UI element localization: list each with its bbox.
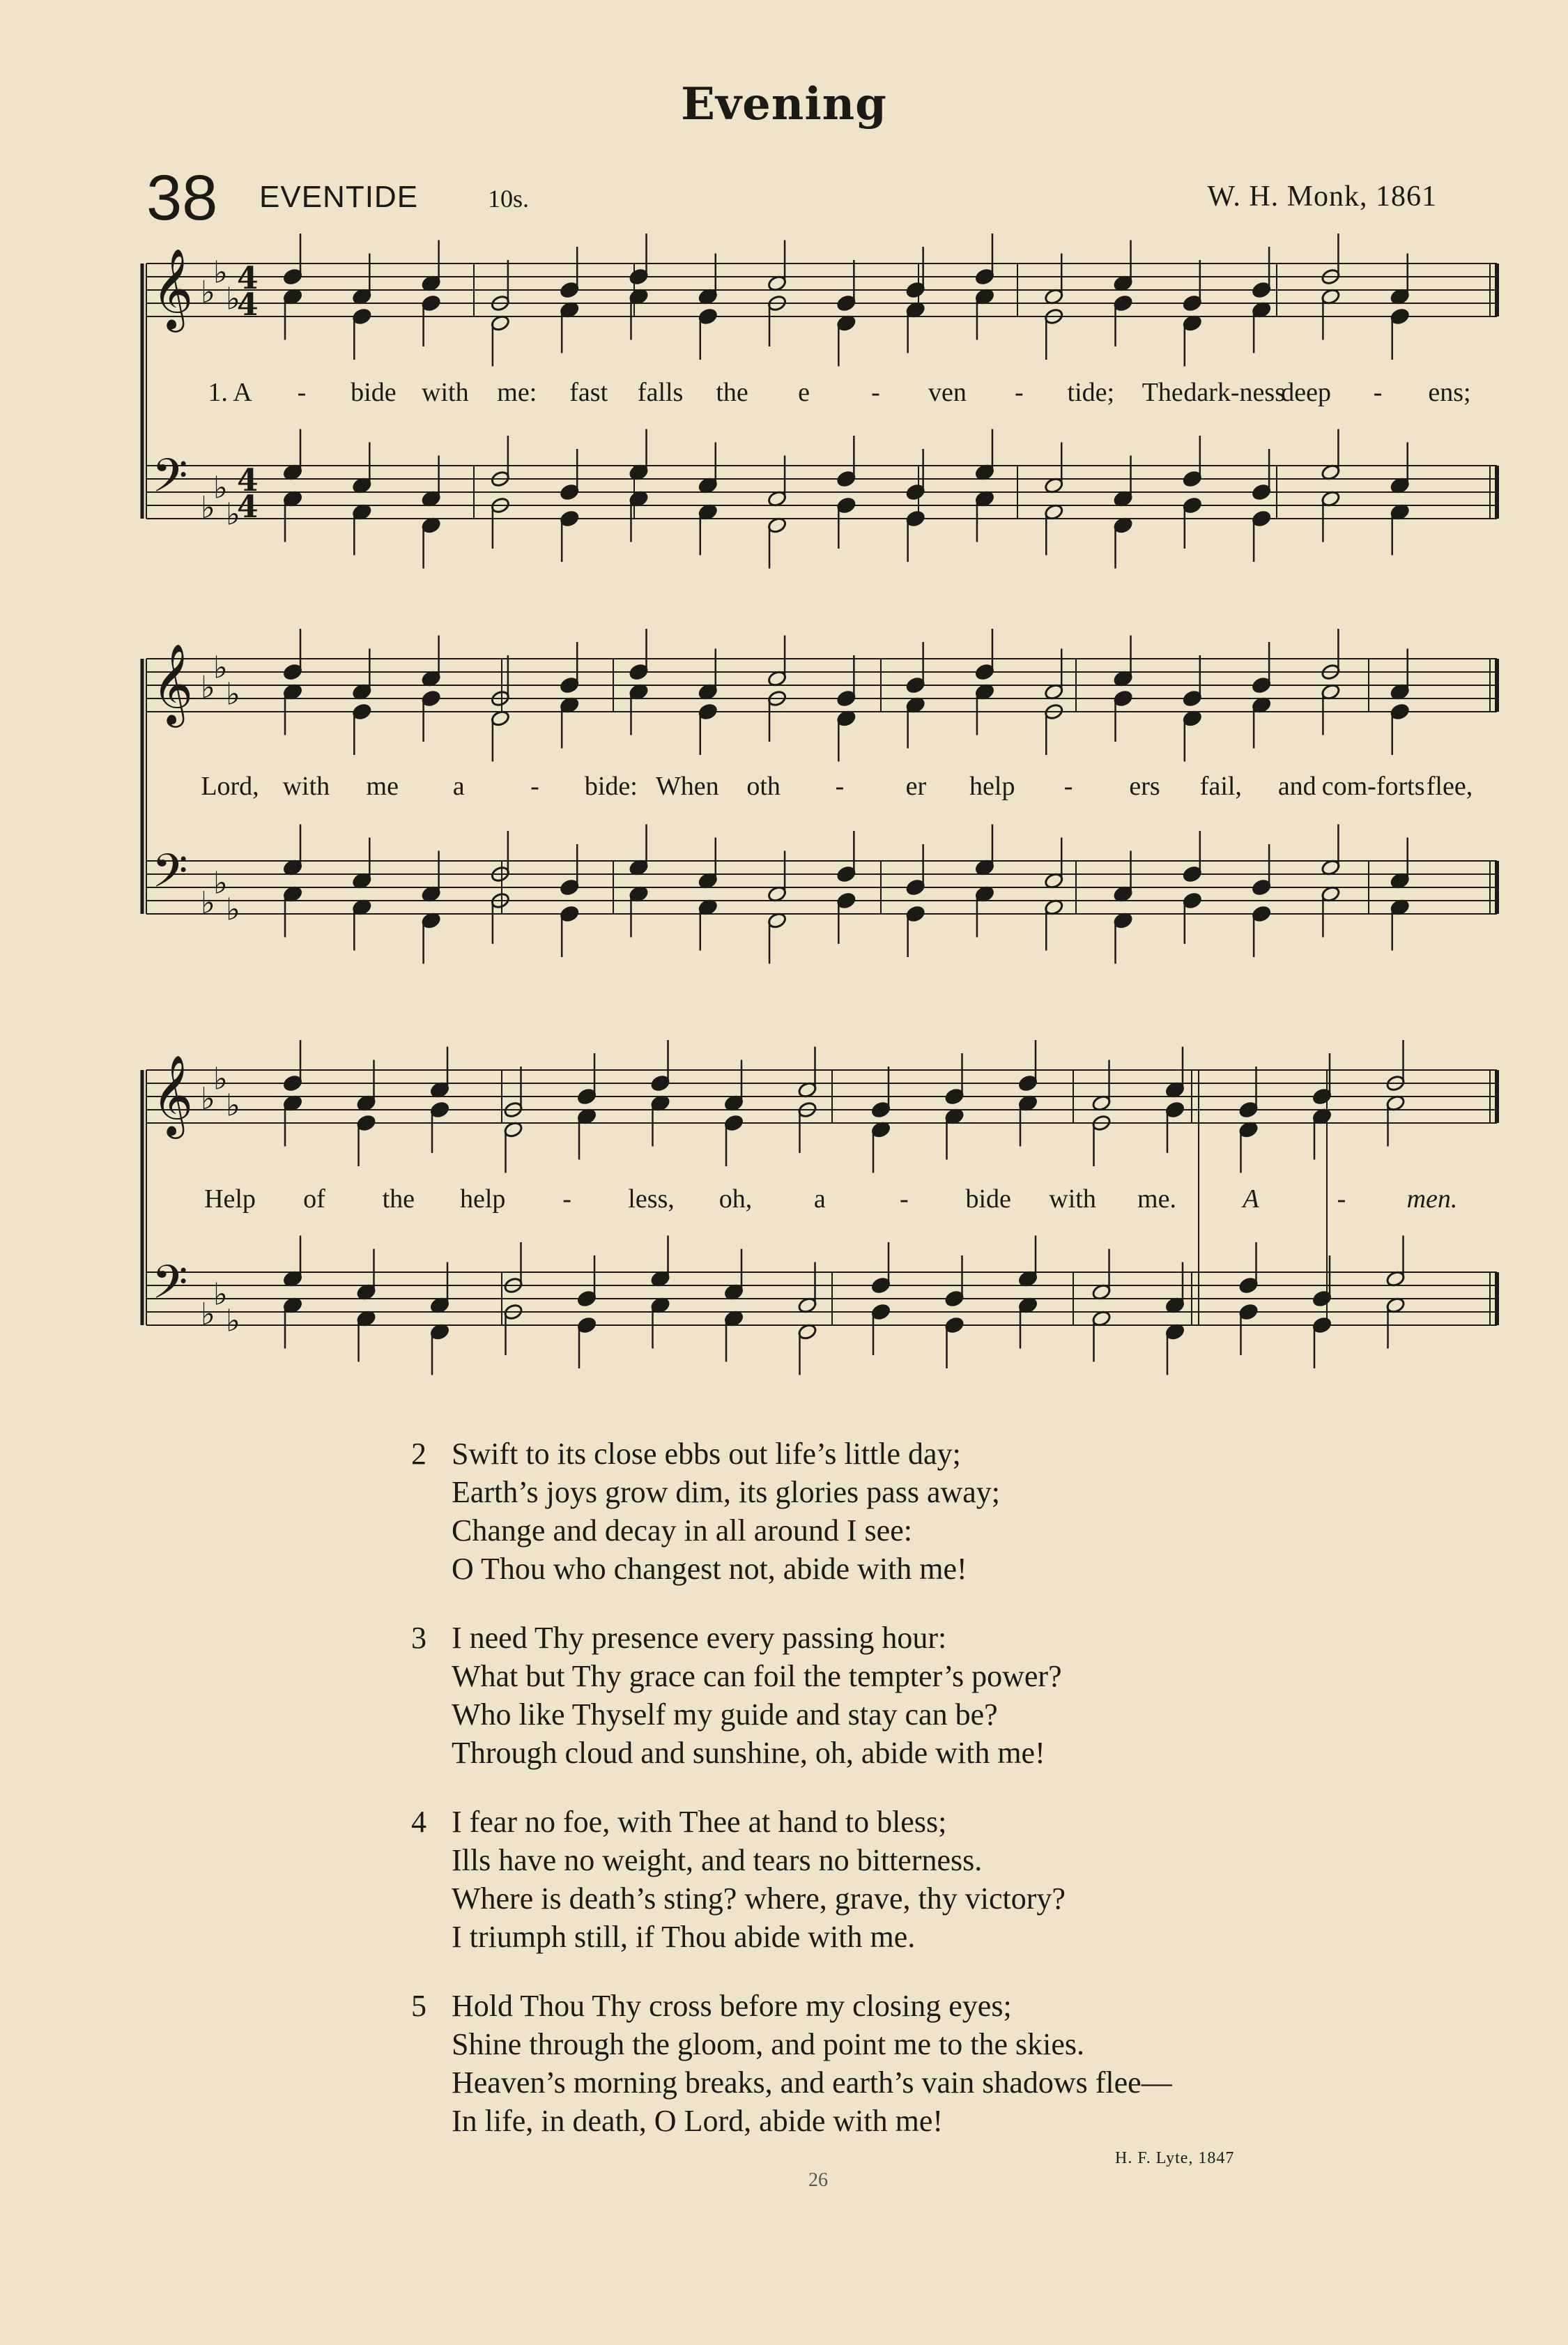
flat-icon: ♭: [226, 496, 240, 533]
lyric-syllable: bide: [965, 1184, 1011, 1214]
bass-clef-icon: 𝄢: [152, 449, 188, 514]
treble-clef-icon: 𝄞: [152, 643, 194, 724]
lyric-syllable: -: [1015, 378, 1024, 407]
lyric-syllable: a: [452, 772, 465, 801]
page-title: Evening: [681, 78, 887, 130]
lyric-syllable: dark-ness: [1183, 378, 1285, 407]
verse-line: In life, in death, O Lord, abide with me!: [452, 2104, 944, 2138]
verse-line: Heaven’s morning breaks, and earth’s vain shadows flee—: [452, 2065, 1172, 2100]
flat-icon: ♭: [213, 470, 228, 506]
lyric-syllable: flee,: [1426, 772, 1473, 801]
verse-line: Shine through the gloom, and point me to the skies.: [452, 2027, 1085, 2061]
verse-line: O Thou who changest not, abide with me!: [452, 1552, 967, 1586]
flat-icon: ♭: [201, 1297, 215, 1332]
verse-line: Earth’s joys grow dim, its glories pass away;: [452, 1475, 1001, 1509]
flat-icon: ♭: [201, 1081, 215, 1117]
lyric-syllable: -: [899, 1184, 909, 1214]
lyric-syllable: tide;: [1067, 378, 1115, 407]
flat-icon: ♭: [201, 490, 215, 526]
time-signature: 4: [237, 463, 259, 498]
lyric-syllable: fail,: [1199, 772, 1242, 801]
lyric-syllable: The: [1142, 378, 1183, 407]
amen-syllable: -: [1337, 1184, 1346, 1214]
flat-icon: ♭: [226, 281, 240, 317]
lyric-syllable: ers: [1129, 772, 1160, 801]
stanza: [411, 1803, 1172, 1956]
lyric-syllable: When: [655, 772, 719, 801]
stanza-number: 3: [411, 1621, 426, 1655]
flat-icon: ♭: [213, 650, 228, 686]
lyric-syllable: me: [366, 772, 399, 801]
lyric-syllable: help: [969, 772, 1015, 801]
lyric-syllable: ens;: [1428, 378, 1471, 407]
lyric-syllable: the: [716, 378, 748, 407]
stanza: [411, 1987, 1172, 2140]
amen-syllable: A: [1243, 1184, 1259, 1214]
flat-icon: ♭: [213, 865, 228, 901]
lyric-syllable: the: [382, 1184, 415, 1214]
treble-clef-icon: 𝄞: [152, 247, 194, 329]
flat-icon: ♭: [226, 1087, 240, 1124]
meter: 10s.: [488, 185, 530, 213]
stanza: [411, 1435, 1172, 1588]
lyric-syllable: -: [530, 772, 539, 801]
amen-syllable: men.: [1406, 1184, 1458, 1214]
time-signature: 4: [237, 261, 259, 296]
verse-line: Through cloud and sunshine, oh, abide with me!: [452, 1736, 1045, 1770]
lyric-syllable: fast: [569, 378, 608, 407]
hymn-number: 38: [146, 162, 218, 234]
verse-line: Ills have no weight, and tears no bitterness.: [452, 1843, 983, 1877]
flat-icon: ♭: [213, 1276, 228, 1313]
lyric-syllable: 1. A: [208, 378, 252, 407]
tune-name: EVENTIDE: [259, 180, 419, 214]
flat-icon: ♭: [201, 275, 215, 310]
lyric-syllable: -: [1063, 772, 1073, 801]
lyric-syllable: me:: [497, 378, 537, 407]
verse-line: I triumph still, if Thou abide with me.: [452, 1920, 916, 1954]
lyric-syllable: and: [1277, 772, 1316, 801]
lyric-syllable: with: [422, 378, 469, 407]
lyric-syllable: bide: [351, 378, 397, 407]
lyric-syllable: less,: [628, 1184, 675, 1214]
lyric-syllable: deep: [1281, 378, 1331, 407]
bass-clef-icon: 𝄢: [152, 1255, 188, 1320]
lyric-syllable: -: [562, 1184, 571, 1214]
stanza: [411, 1619, 1172, 1772]
verse-line: I need Thy presence every passing hour:: [452, 1621, 947, 1655]
lyric-syllable: with: [282, 772, 330, 801]
flat-icon: ♭: [213, 254, 228, 291]
lyric-syllable: a: [813, 1184, 826, 1214]
flat-icon: ♭: [201, 670, 215, 705]
lyric-syllable: com-forts: [1321, 772, 1425, 801]
lyric-syllable: bide:: [584, 772, 638, 801]
verse-line: I fear no foe, with Thee at hand to bless;: [452, 1805, 947, 1839]
stanza-number: 4: [411, 1805, 426, 1839]
verse-line: What but Thy grace can foil the tempter’s power?: [452, 1659, 1062, 1693]
lyric-syllable: er: [905, 772, 927, 801]
time-signature: 4: [237, 287, 259, 323]
lyric-syllable: -: [835, 772, 845, 801]
page-number: 26: [808, 2169, 828, 2191]
stanza-number: 5: [411, 1989, 426, 2023]
composer-credit: W. H. Monk, 1861: [1207, 181, 1437, 213]
time-signature: 4: [237, 489, 259, 525]
lyric-syllable: help: [460, 1184, 506, 1214]
lyric-syllable: ven: [928, 378, 967, 407]
lyric-syllable: oh,: [718, 1184, 753, 1214]
lyric-syllable: -: [1373, 378, 1383, 407]
verse-line: Change and decay in all around I see:: [452, 1513, 912, 1548]
flat-icon: ♭: [201, 885, 215, 921]
verse-line: Swift to its close ebbs out life’s little day;: [452, 1437, 961, 1471]
lyric-syllable: of: [303, 1184, 325, 1214]
stanza-number: 2: [411, 1437, 426, 1471]
verse-line: Who like Thyself my guide and stay can be?: [452, 1697, 998, 1732]
flat-icon: ♭: [226, 676, 240, 712]
verses: [411, 1435, 1172, 2171]
bass-clef-icon: 𝄢: [152, 844, 188, 909]
flat-icon: ♭: [213, 1061, 228, 1097]
lyric-syllable: with: [1049, 1184, 1096, 1214]
treble-clef-icon: 𝄞: [152, 1054, 194, 1136]
flat-icon: ♭: [226, 1303, 240, 1339]
lyric-syllable: falls: [637, 378, 684, 407]
verse-line: Hold Thou Thy cross before my closing eyes;: [452, 1989, 1012, 2023]
lyric-syllable: Help: [204, 1184, 256, 1214]
flat-icon: ♭: [226, 892, 240, 928]
lyric-syllable: oth: [746, 772, 781, 801]
lyric-syllable: Lord,: [201, 772, 259, 801]
verse-line: Where is death’s sting? where, grave, thy victory?: [452, 1881, 1066, 1916]
lyric-syllable: -: [297, 378, 307, 407]
lyricist-credit: H. F. Lyte, 1847: [1115, 2149, 1235, 2167]
lyric-syllable: me.: [1137, 1184, 1176, 1214]
lyric-syllable: -: [871, 378, 880, 407]
lyric-syllable: e: [798, 378, 810, 407]
